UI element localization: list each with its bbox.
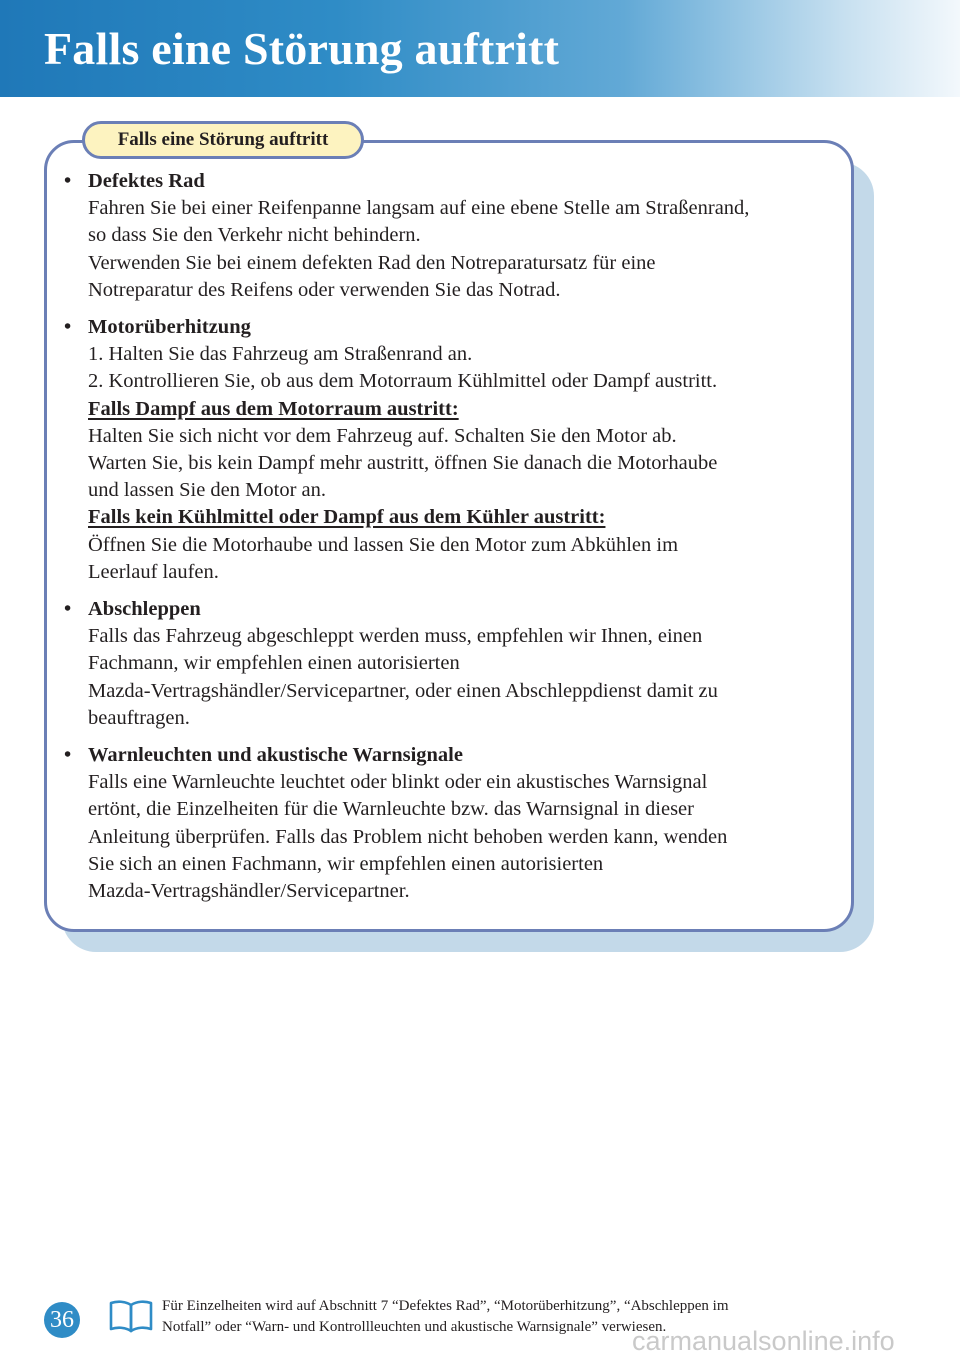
book-icon (108, 1298, 154, 1334)
bullet: • (64, 170, 72, 192)
text-line: 2. Kontrollieren Sie, ob aus dem Motorraum Kühlmittel oder Dampf austritt. (88, 370, 718, 393)
page-header (0, 0, 960, 97)
text-line: ertönt, die Einzelheiten für die Warnleuchte bzw. das Warnsignal in dieser (88, 798, 694, 821)
text-line: Falls eine Warnleuchte leuchtet oder blinkt oder ein akustisches Warnsignal (88, 771, 708, 794)
text-line: beauftragen. (88, 706, 190, 729)
section-title: Warnleuchten und akustische Warnsignale (88, 744, 463, 767)
text-line: Mazda-Vertragshändler/Servicepartner, oder einen Abschleppdienst damit zu (88, 679, 718, 702)
section-abschleppen (62, 596, 837, 732)
text-line: Leerlauf laufen. (88, 560, 219, 583)
text-line: Warten Sie, bis kein Dampf mehr austritt, öffnen Sie danach die Motorhaube (88, 452, 718, 475)
subheading: Falls kein Kühlmittel oder Dampf aus dem Kühler austritt: (88, 506, 606, 529)
section-defektes-rad (62, 168, 837, 304)
text-line: Notreparatur des Reifens oder verwenden Sie das Notrad. (88, 278, 561, 301)
panel-tab-label: Falls eine Störung auftritt (82, 121, 364, 159)
text-line: Fachmann, wir empfehlen einen autorisierten (88, 652, 460, 675)
text-line: Mazda-Vertragshändler/Servicepartner. (88, 880, 410, 903)
text-line: Halten Sie sich nicht vor dem Fahrzeug auf. Schalten Sie den Motor ab. (88, 424, 677, 447)
section-title: Defektes Rad (88, 170, 205, 192)
text-line: Falls das Fahrzeug abgeschleppt werden muss, empfehlen wir Ihnen, einen (88, 625, 703, 648)
text-line: Öffnen Sie die Motorhaube und lassen Sie den Motor zum Abkühlen im (88, 533, 679, 556)
bullet: • (64, 744, 72, 767)
panel-content (62, 168, 837, 915)
text-line: Sie sich an einen Fachmann, wir empfehlen einen autorisierten (88, 852, 604, 875)
watermark: carmanualsonline.info (632, 1326, 895, 1356)
text-line: Anleitung überprüfen. Falls das Problem nicht behoben werden kann, wenden (88, 825, 728, 848)
section-title: Motorüberhitzung (88, 316, 251, 339)
page-title: Falls eine Störung auftritt (44, 23, 560, 74)
page-number: 36 (44, 1302, 80, 1338)
text-line: so dass Sie den Verkehr nicht behindern. (88, 224, 421, 247)
section-title: Abschleppen (88, 598, 201, 621)
text-line: und lassen Sie den Motor an. (88, 479, 326, 502)
footnote-line: Notfall” oder “Warn- und Kontrollleuchten und akustische Warnsignale” verwiesen. (162, 1319, 667, 1335)
text-line: Verwenden Sie bei einem defekten Rad den Notreparatursatz für eine (88, 251, 656, 274)
text-line: 1. Halten Sie das Fahrzeug am Straßenrand an. (88, 343, 473, 366)
text-line: Fahren Sie bei einer Reifenpanne langsam auf eine ebene Stelle am Straßenrand, (88, 197, 750, 220)
bullet: • (64, 316, 72, 339)
bullet: • (64, 598, 72, 621)
footnote-line: Für Einzelheiten wird auf Abschnitt 7 “Defektes Rad”, “Motorüberhitzung”, “Abschleppen im (162, 1298, 729, 1314)
section-warnleuchten (62, 742, 837, 905)
subheading: Falls Dampf aus dem Motorraum austritt: (88, 397, 459, 420)
section-motorueberhitzung (62, 314, 837, 586)
